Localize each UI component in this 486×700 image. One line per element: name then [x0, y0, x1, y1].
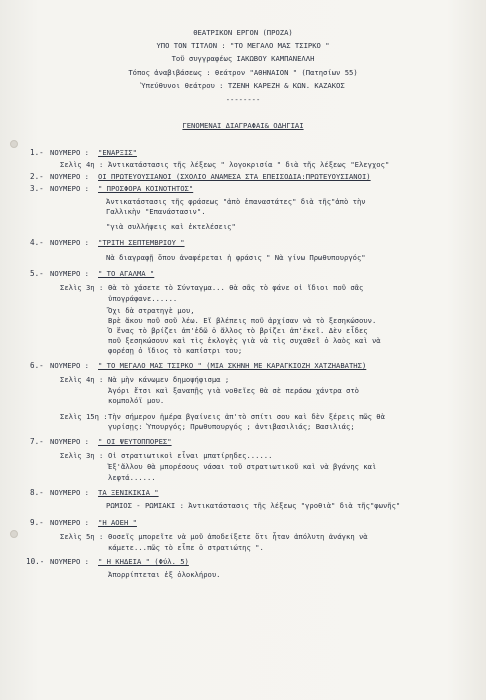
instruction-text: Ὄχι δὰ στρατηγὲ μου, [108, 306, 195, 315]
instruction-text: Ἀπορρίπτεται ἐξ ὁλοκλήρου. [108, 570, 221, 579]
entry-title: "Η ΑΟΕΗ " [98, 518, 137, 527]
instruction-text: Ὁ ἕνας τὸ βρίζει ἀπ'ἐδῶ ὁ ἄλλος τὸ βρίζει ἀπ'ἐκεῖ. Δὲν εἶδες [108, 326, 368, 335]
instruction-text: Βρὲ ἄκου ποῦ σοῦ λέω. Εἴ βλέπεις ποῦ ἀρχίσαν νὰ τὸ ξεσηκώσουν. [108, 316, 377, 325]
entry-title: " ΤΟ ΜΕΓΑΛΟ ΜΑΣ ΤΣΙΡΚΟ " (ΜΙΑ ΣΚΗΝΗ ΜΕ ΚΑΡΑΓΚΙΟΖΗ ΧΑΤΖΗΑΒΑΤΗΣ) [98, 361, 367, 370]
page-ref: Σελὶς 3η : [60, 451, 104, 460]
instruction-text: Τὴν σήμερον ἡμέρα βγαίνεις ἀπ'τὸ σπίτι σου καὶ δὲν ξέρεις πῶς θὰ [108, 412, 385, 421]
instruction-text: Ἀντικατάστασις τῆς λέξεως " λογοκρισία " διὰ τῆς λέξεως "Ελεγχος" [108, 160, 390, 169]
entry-number: 8.- [30, 488, 44, 497]
entry-number: 5.- [30, 269, 44, 278]
instruction-text: "γιὰ συλλήψεις καὶ ἐκτελέσεις" [106, 222, 236, 231]
page-ref: Σελὶς 4η : [60, 375, 104, 384]
header-divider: -------- [225, 95, 261, 104]
entry-label: ΝΟΥΜΕΡΟ : [50, 148, 89, 157]
entry-number: 3.- [30, 184, 44, 193]
header-line-1: ΘΕΑΤΡΙΚΟΝ ΕΡΓΟΝ (ΠΡΟΖΑ) [193, 28, 293, 37]
entry-title: " Η ΚΗΔΕΙΑ " (Φύλ. 5) [98, 557, 189, 566]
entry-number: 7.- [30, 437, 44, 446]
header-line-4: Τόπος ἀναβιβάσεως : θεάτρον "ΑΘΗΝΑΙΟΝ " (Πατησίων 55) [128, 68, 358, 77]
instruction-text: Νὰ διαγραφῇ ὅπου ἀναφέρεται ἡ φράσις " Νὰ γίνω Πρωθυπουργός" [106, 253, 366, 262]
header-line-3: Τοῦ συγγραφέως ΙΑΚΩΒΟΥ ΚΑΜΠΑΝΕΛΛΗ [171, 54, 315, 63]
entry-title: ΤΑ ΞΕΝΙΚΙΚΙΑ " [98, 488, 159, 497]
page-ref: Σελὶς 5η : [60, 532, 104, 541]
entry-label: ΝΟΥΜΕΡΟ : [50, 172, 89, 181]
instruction-text: ποῦ ξεσηκώσουν καὶ τὶς ἐκλογὲς γιὰ νὰ τὶς συχαθεῖ ὁ λαὸς καὶ νὰ [108, 336, 381, 345]
instruction-text: Νὰ μὴν κάνωμεν δημοψήφισμα ; [108, 375, 230, 384]
instruction-text: κομπολόϊ μου. [108, 396, 165, 405]
instruction-text: Θοσεῖς μπορεῖτε νὰ μοῦ ἀποδείξετε ὅτι ἦταν ἀπόλυτη ἀνάγκη νὰ [108, 532, 368, 541]
instruction-text: Ἀγόρι ἔτσι καὶ ξαναπῇς γιὰ νοθεῖες θὰ σὲ περάσω χάντρα στὸ [108, 386, 359, 395]
page-ref: Σελὶς 15η : [60, 412, 108, 421]
entry-title: "ΕΝΑΡΞΙΣ" [98, 148, 137, 157]
entry-label: ΝΟΥΜΕΡΟ : [50, 557, 89, 566]
entry-label: ΝΟΥΜΕΡΟ : [50, 361, 89, 370]
entry-title: ΟΙ ΠΡΩΤΕΥΟΥΣΙΑΝΟΙ (ΣΧΟΛΙΟ ΑΝΑΜΕΣΑ ΣΤΑ ΕΠΕΙΣΟΔΙΑ:ΠΡΩΤΕΥΟΥΣΙΑΝΟΙ) [98, 172, 371, 181]
header-line-2: ΥΠΟ ΤΟΝ ΤΙΤΛΟΝ : "ΤΟ ΜΕΓΑΛΟ ΜΑΣ ΤΣΙΡΚΟ " [156, 41, 330, 50]
instruction-text: γυρίσῃς: Ὑπουργός; Πρωθυπουργός ; ἀντιβασιλιάς; Βασιλιάς; [108, 422, 355, 431]
page-ref: Σελὶς 3η : [60, 283, 104, 292]
page-ref: Σελὶς 4η : [60, 160, 104, 169]
instruction-text: φορέσῃ ὁ ἴδιος τὸ καπίστρι του; [108, 346, 243, 355]
entry-label: ΝΟΥΜΕΡΟ : [50, 437, 89, 446]
entry-label: ΝΟΥΜΕΡΟ : [50, 269, 89, 278]
entry-label: ΝΟΥΜΕΡΟ : [50, 238, 89, 247]
entry-title: " ΤΟ ΑΓΑΛΜΑ " [98, 269, 155, 278]
punch-hole-bottom [10, 530, 18, 538]
entry-title: "ΤΡΙΤΗ ΣΕΠΤΕΜΒΡΙΟΥ " [98, 238, 185, 247]
instruction-text: ΡΩΜΙΟΣ - ΡΩΜΙΑΚΙ : Ἀντικατάστασις τῆς λέξεως "γροθιὰ" διὰ τῆς"φωνῆς" [106, 501, 401, 510]
entry-number: 2.- [30, 172, 44, 181]
entry-number: 1.- [30, 148, 44, 157]
punch-hole-top [10, 140, 18, 148]
entry-number: 9.- [30, 518, 44, 527]
entry-title: " ΠΡΟΣΦΟΡΑ ΚΟΙΝΟΤΗΤΟΣ" [98, 184, 194, 193]
entry-label: ΝΟΥΜΕΡΟ : [50, 184, 89, 193]
instruction-text: κάμετε...πῶς τὸ εἶπε ὁ στρατιώτης ". [108, 543, 264, 552]
entry-label: ΝΟΥΜΕΡΟ : [50, 518, 89, 527]
instruction-text: Θὰ τὸ χάσετε τὸ Σύνταγμα... θὰ σᾶς τὸ φάνε οἱ ἴδιοι ποῦ σᾶς [108, 283, 364, 292]
entry-title: " ΟΙ ΨΕΥΤΟΠΠΟΡΕΣ" [98, 437, 172, 446]
instruction-text: λεφτά...... [108, 473, 156, 482]
instruction-text: Ἀντικατάστασις τῆς φράσεως "ἀπὸ ἐπαναστάτες" διὰ τῆς"ἀπὸ τὴν [106, 197, 366, 206]
instruction-text: Ἐξ'ἄλλου θὰ μπορέσους νάσαι τοῦ στρατιωτικοῦ καὶ νὰ βγάνης καὶ [108, 462, 377, 471]
instruction-text: ὑπογράφανε...... [108, 294, 178, 303]
entry-number: 6.- [30, 361, 44, 370]
instruction-text: Οἱ στρατιωτικοὶ εἶναι μπατίρηδες...... [108, 451, 273, 460]
header-line-5: Ὑπεύθυνοι θεάτρου : ΤΖΕΝΗ ΚΑΡΕΖΗ & ΚΩΝ. ΚΑΖΑΚΟΣ [141, 81, 345, 90]
entry-number: 4.- [30, 238, 44, 247]
instruction-text: Γαλλικὴν "Επανάστασιν". [106, 207, 206, 216]
section-title: ΓΕΝΟΜΕΝΑΙ ΔΙΑΓΡΑΦΑΙ& ΟΔΗΓΙΑΙ [182, 121, 304, 130]
entry-label: ΝΟΥΜΕΡΟ : [50, 488, 89, 497]
entry-number: 10.- [26, 557, 45, 566]
